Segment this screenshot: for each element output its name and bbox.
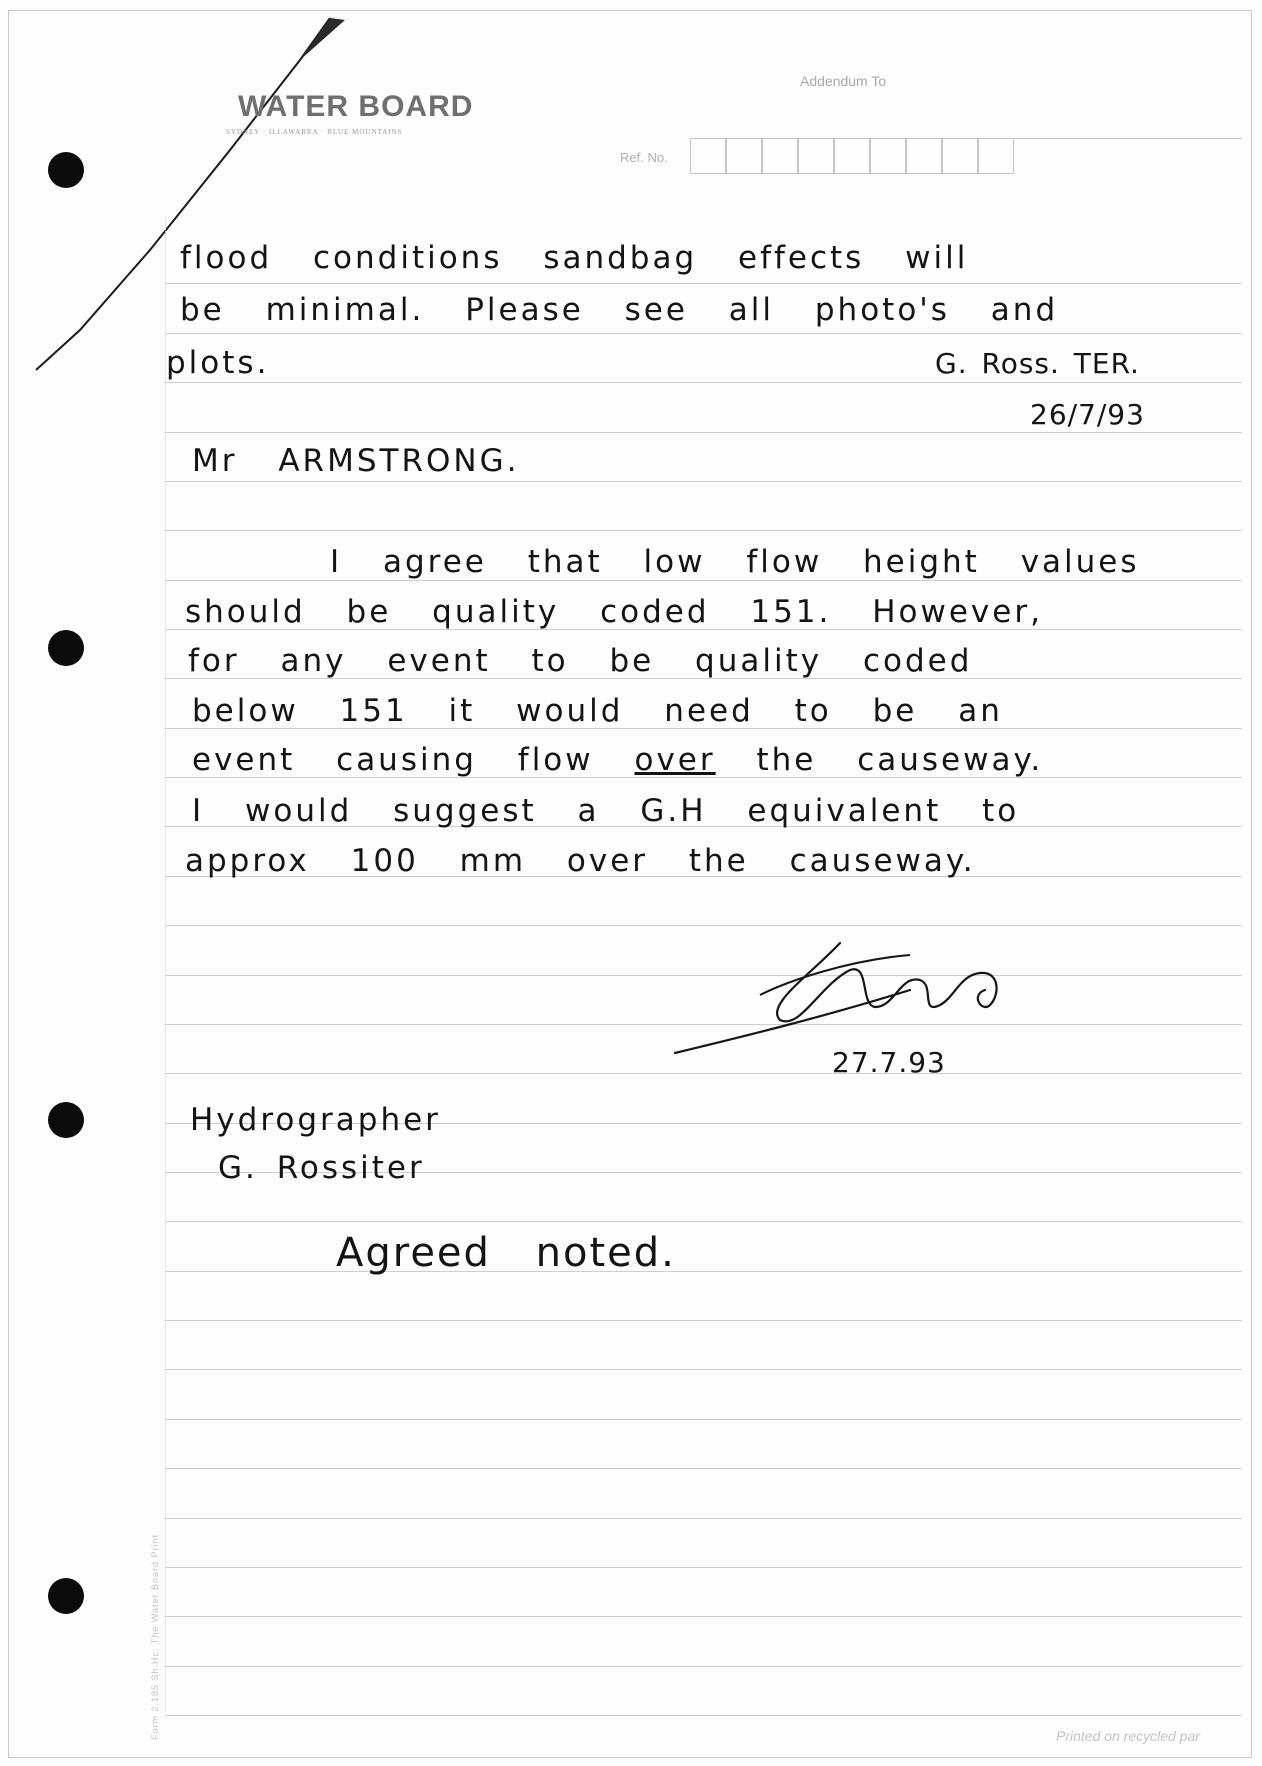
paragraph-line: below 151 it would need to be an <box>192 693 1003 729</box>
letterhead-logo: WATER BOARD <box>238 90 474 123</box>
ruled-line <box>165 1468 1242 1469</box>
ref-box <box>834 138 870 174</box>
ref-no-label: Ref. No. <box>620 150 668 165</box>
paragraph-line: should be quality coded 151. However, <box>185 594 1043 630</box>
punch-hole <box>48 1102 84 1138</box>
underlined-word: over <box>634 742 716 778</box>
ref-box <box>798 138 834 174</box>
margin-line <box>165 218 166 1718</box>
paragraph-line: approx 100 mm over the causeway. <box>185 843 976 879</box>
paragraph-line: for any event to be quality coded <box>188 643 973 679</box>
body-line: flood conditions sandbag effects will <box>180 240 969 276</box>
addendum-label: Addendum To <box>800 73 887 89</box>
ruled-line <box>165 1567 1242 1568</box>
ruled-line <box>165 1221 1242 1222</box>
ruled-line <box>165 1715 1242 1716</box>
body-line: be minimal. Please see all photo's and <box>180 292 1059 328</box>
paragraph-line: I would suggest a G.H equivalent to <box>192 793 1020 829</box>
punch-hole <box>48 630 84 666</box>
ruled-line <box>165 432 1242 433</box>
ruled-line <box>165 1518 1242 1519</box>
ruled-line <box>165 382 1242 383</box>
ruled-line <box>165 481 1242 482</box>
ref-box <box>870 138 906 174</box>
ruled-line <box>165 1073 1242 1074</box>
paragraph-line <box>192 742 1043 778</box>
ref-box <box>978 138 1014 174</box>
paragraph-line: I agree that low flow height values <box>330 544 1140 580</box>
ref-box <box>942 138 978 174</box>
ruled-line <box>165 1271 1242 1272</box>
ref-box <box>690 138 726 174</box>
ruled-line <box>165 1666 1242 1667</box>
ruled-line <box>165 580 1242 581</box>
signoff-date: 26/7/93 <box>1030 398 1145 431</box>
ruled-line <box>165 530 1242 531</box>
ruled-line <box>165 925 1242 926</box>
ruled-line <box>165 1419 1242 1420</box>
ruled-line <box>165 283 1242 284</box>
letterhead-subtitle: SYDNEY · ILLAWARRA · BLUE MOUNTAINS <box>226 128 403 136</box>
ref-box <box>726 138 762 174</box>
ruled-line <box>165 1320 1242 1321</box>
body-line: plots. <box>166 345 270 381</box>
punch-hole <box>48 1578 84 1614</box>
role-label: Hydrographer <box>190 1102 441 1138</box>
ref-box <box>906 138 942 174</box>
ruled-line <box>165 1369 1242 1370</box>
remark: Agreed noted. <box>336 1230 676 1276</box>
signature-date: 27.7.93 <box>832 1046 946 1079</box>
salutation: Mr ARMSTRONG. <box>192 443 520 479</box>
ruled-line <box>165 333 1242 334</box>
printed-on-label: Printed on recycled par <box>1056 1728 1200 1744</box>
name-label: G. Rossiter <box>218 1150 425 1186</box>
signoff-initials: G. Ross. TER. <box>935 347 1140 380</box>
form-info: Form 2.185 Sh.Hc. The Water Board Print <box>150 1533 160 1740</box>
paragraph-line-start: event causing flow <box>192 742 635 778</box>
ref-box <box>762 138 798 174</box>
paragraph-line-end: the causeway. <box>715 742 1044 778</box>
ruled-line <box>165 1616 1242 1617</box>
punch-hole <box>48 152 84 188</box>
